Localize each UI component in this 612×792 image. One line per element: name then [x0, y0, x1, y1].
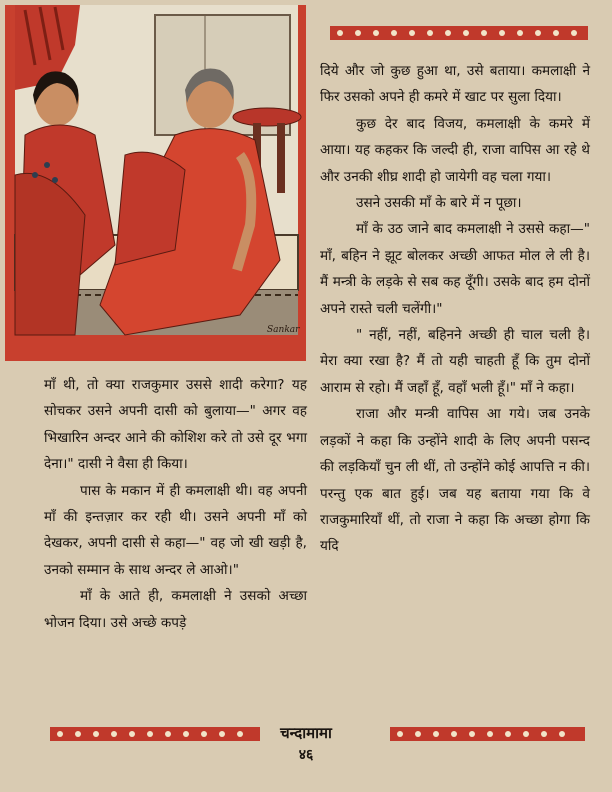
artist-signature: Sankar	[267, 325, 300, 335]
top-ornament	[330, 26, 588, 40]
paragraph: पास के मकान में ही कमलाक्षी थी। वह अपनी माँ की इन्तज़ार कर रही थी। उसने अपनी माँ को देखकर, अपनी दासी से कहा—" वह जो खी खड़ी है, उनको सम्मान के साथ अन्दर ले आओ।"	[44, 482, 307, 578]
magazine-title: चन्दामामा	[280, 724, 332, 742]
paragraph: दिये और जो कुछ हुआ था, उसे बताया। कमलाक्षी ने फिर उसको अपने ही कमरे में खाट पर सुला दिया।	[320, 63, 590, 106]
paragraph: " नहीं, नहीं, बहिनने अच्छी ही चाल चली है। मेरा क्या रखा है? मैं तो यही चाहती हूँ कि तुम दोनों आराम से रहो। मैं जहाँ हूँ, वहाँ भली हूँ।" माँ ने कहा।	[320, 327, 590, 396]
paragraph: उसने उसकी माँ के बारे में न पूछा।	[356, 195, 522, 212]
paragraph: माँ थी, तो क्या राजकुमार उससे शादी करेगा? यह सोचकर उसने अपनी दासी को बुलाया—" अगर वह भिखारिन अन्दर आने की कोशिश करे तो उसे दूर भगा देना।" दासी ने वैसा ही किया।	[44, 377, 307, 473]
paragraph: कुछ देर बाद विजय, कमलाक्षी के कमरे में आया। यह कहकर कि जल्दी ही, राजा वापिस आ रहे थे और उनकी शीघ्र शादी हो जायेगी वह चला गया।	[320, 115, 590, 185]
paragraph: राजा और मन्त्री वापिस आ गये। जब उनके लड़कों ने कहा कि उन्होंने शादी के लिए अपनी पसन्द की लड़कियाँ चुन ली थीं, तो उन्होंने कोई आपत्ति न की। परन्तु एक बात हुई। जब यह बताया गया कि वे राजकुमारियाँ थीं, तो राजा ने कहा कि अच्छा होगा कि यदि	[320, 406, 590, 555]
right-text-column	[320, 58, 590, 560]
story-illustration	[5, 5, 306, 361]
paragraph: माँ के उठ जाने बाद कमलाक्षी ने उससे कहा—" माँ, बहिन ने झूट बोलकर अच्छी आफत मोल ले ली है। मैं मन्त्री के लड़के से सब कह दूँगी। उसके बाद हम दोनों अपने रास्ते चली चलेंगी।"	[320, 221, 590, 317]
paragraph: माँ के आते ही, कमलाक्षी ने उसको अच्छा भोजन दिया। उसे अच्छे कपड़े	[44, 588, 307, 631]
left-text-column	[44, 372, 307, 636]
page-number: ४६	[298, 747, 314, 763]
